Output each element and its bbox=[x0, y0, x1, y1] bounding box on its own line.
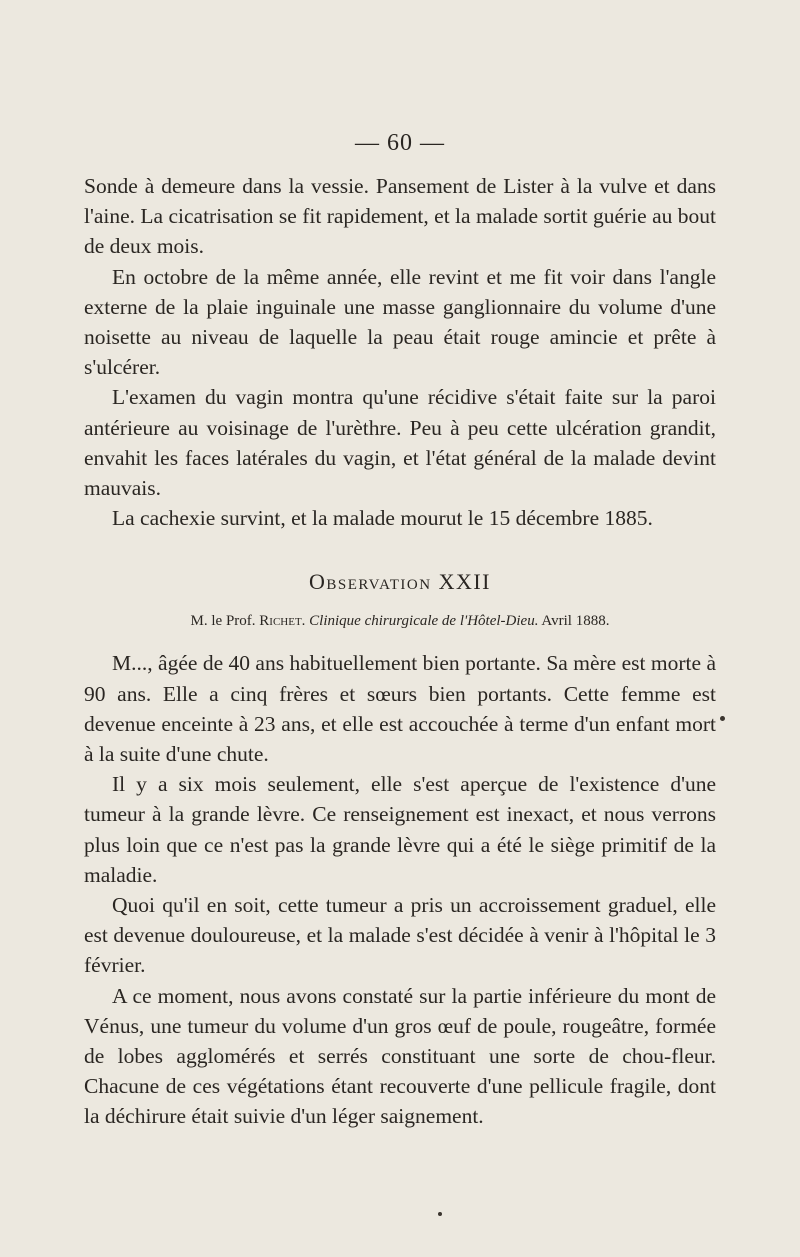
observation-title: Observation XXII bbox=[308, 569, 492, 595]
observation-paragraph-3: Quoi qu'il en soit, cette tumeur a pris un accroissement graduel, elle est devenue douloureuse, et la malade s'est décidée à venir à l'hôpital le 3 février. bbox=[84, 893, 716, 978]
paragraph-4: La cachexie survint, et la malade mourut le 15 décembre 1885. bbox=[112, 506, 653, 531]
observation-paragraph-1: M..., âgée de 40 ans habituellement bien portante. Sa mère est morte à 90 ans. Elle a cinq frères et sœurs bien portants. Cette femme est devenue enceinte à 23 ans, et elle est accouchée à terme d'un enfant mort à la suite d'une chute. bbox=[84, 651, 716, 767]
citation-work: Clinique chirurgicale de l'Hôtel-Dieu. bbox=[309, 613, 539, 630]
observation-paragraph-4: A ce moment, nous avons constaté sur la partie inférieure du mont de Vénus, une tumeur du volume d'un gros œuf de poule, rougeâtre, formée de lobes agglomérés et serrés constituant une sorte de chou-fleur. Chacune de ces végétations étant recouverte d'une pellicule fragile, dont la déchirure était suivie d'un léger saignement. bbox=[84, 983, 716, 1129]
citation-author: Richet. bbox=[259, 613, 306, 630]
observation-paragraph-2: Il y a six mois seulement, elle s'est aperçue de l'existence d'une tumeur à la grande lèvre. Ce renseignement est inexact, et nous verrons plus loin que ce n'est pas la grande lèvre qui a été le siège primitif de la maladie. bbox=[84, 772, 716, 887]
observation-citation bbox=[84, 613, 716, 630]
observation-text bbox=[84, 648, 716, 1131]
section-1-text bbox=[84, 171, 716, 533]
ink-speck-mark bbox=[720, 716, 725, 721]
citation-prefix: M. le Prof. bbox=[190, 613, 256, 630]
paragraph-1: Sonde à demeure dans la vessie. Pansement de Lister à la vulve et dans l'aine. La cicatrisation se fit rapidement, et la malade sortit guérie au bout de deux mois. bbox=[84, 174, 716, 259]
paragraph-3: L'examen du vagin montra qu'une récidive s'était faite sur la paroi antérieure au voisinage de l'urèthre. Peu à peu cette ulcération grandit, envahit les faces latérales du vagin, et l'état général de la malade devint mauvais. bbox=[84, 385, 716, 501]
paragraph-2: En octobre de la même année, elle revint et me fit voir dans l'angle externe de la plaie inguinale une masse ganglionnaire du volume d'une noisette au niveau de laquelle la peau était rouge amincie et prête à s'ulcérer. bbox=[84, 264, 716, 380]
page-number: — 60 — bbox=[355, 130, 445, 156]
citation-date: Avril 1888. bbox=[541, 613, 610, 630]
ink-speck-mark bbox=[438, 1212, 442, 1216]
